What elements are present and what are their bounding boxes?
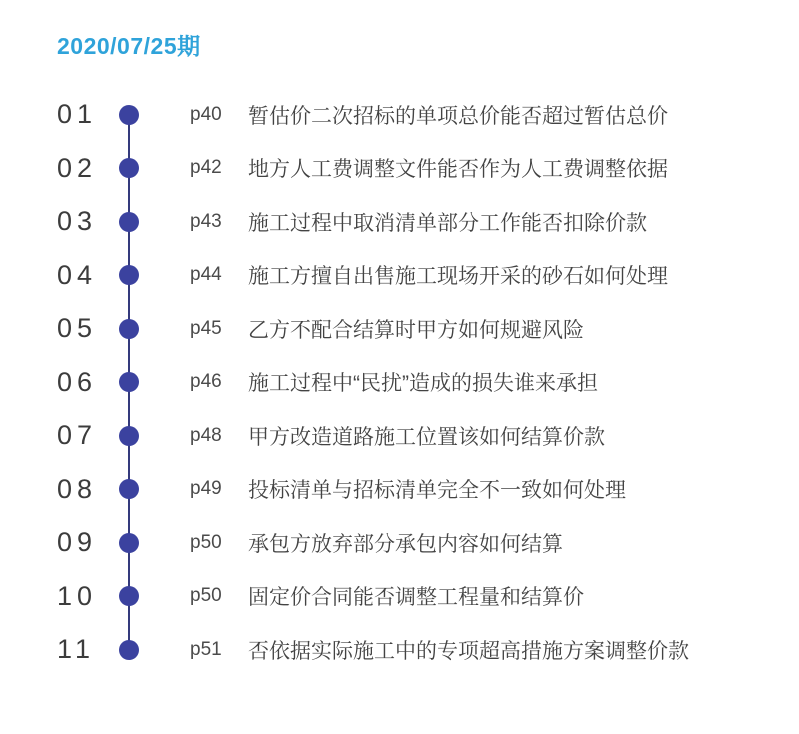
timeline-dot-icon [119,586,139,606]
timeline-dot-icon [119,105,139,125]
timeline-dot-column [109,586,149,606]
item-number: 10 [57,580,98,611]
timeline-dot-icon [119,426,139,446]
page-number: p42 [190,157,222,179]
timeline-dot-column [109,158,149,178]
item-number: 04 [57,259,98,290]
page-number: p50 [190,531,222,553]
page-number: p46 [190,371,222,393]
toc-rows [0,88,799,677]
timeline-dot-icon [119,158,139,178]
timeline-dot-column [109,265,149,285]
list-item [0,463,799,517]
timeline-dot-column [109,640,149,660]
list-item [0,570,799,624]
timeline-dot-column [109,372,149,392]
timeline-dot-column [109,105,149,125]
list-item [0,302,799,356]
page-number: p50 [190,585,222,607]
list-item [0,516,799,570]
item-title: 否依据实际施工中的专项超高措施方案调整价款 [248,639,689,663]
item-title: 施工过程中“民扰”造成的损失谁来承担 [248,372,598,396]
timeline-dot-icon [119,265,139,285]
item-number: 07 [57,420,98,451]
item-title: 地方人工费调整文件能否作为人工费调整依据 [248,158,668,182]
item-number: 09 [57,527,98,558]
page-number: p48 [190,424,222,446]
item-number: 06 [57,366,98,397]
timeline-dot-icon [119,479,139,499]
timeline-dot-column [109,426,149,446]
item-title: 承包方放弃部分承包内容如何结算 [248,532,563,556]
toc-timeline [0,88,799,677]
list-item [0,356,799,410]
timeline-dot-column [109,533,149,553]
issue-title: 2020/07/25期 [57,33,201,59]
page-number: p43 [190,210,222,232]
item-title: 投标清单与招标清单完全不一致如何处理 [248,479,626,503]
page-number: p44 [190,264,222,286]
item-number: 02 [57,152,98,183]
timeline-dot-icon [119,319,139,339]
list-item [0,195,799,249]
timeline-dot-icon [119,533,139,553]
list-item [0,409,799,463]
item-number: 05 [57,313,98,344]
item-number: 08 [57,473,98,504]
item-title: 甲方改造道路施工位置该如何结算价款 [248,425,605,449]
page-number: p45 [190,317,222,339]
timeline-dot-column [109,212,149,232]
list-item [0,88,799,142]
timeline-dot-column [109,479,149,499]
list-item [0,249,799,303]
timeline-dot-icon [119,212,139,232]
list-item [0,142,799,196]
item-number: 03 [57,206,98,237]
page-number: p40 [190,103,222,125]
item-number: 11 [57,634,96,665]
item-title: 固定价合同能否调整工程量和结算价 [248,586,584,610]
timeline-dot-icon [119,640,139,660]
page-number: p49 [190,478,222,500]
item-title: 施工过程中取消清单部分工作能否扣除价款 [248,211,647,235]
list-item [0,623,799,677]
item-title: 施工方擅自出售施工现场开采的砂石如何处理 [248,265,668,289]
page-number: p51 [190,638,222,660]
item-number: 01 [57,99,98,130]
item-title: 乙方不配合结算时甲方如何规避风险 [248,318,584,342]
timeline-dot-column [109,319,149,339]
item-title: 暂估价二次招标的单项总价能否超过暂估总价 [248,104,668,128]
timeline-dot-icon [119,372,139,392]
